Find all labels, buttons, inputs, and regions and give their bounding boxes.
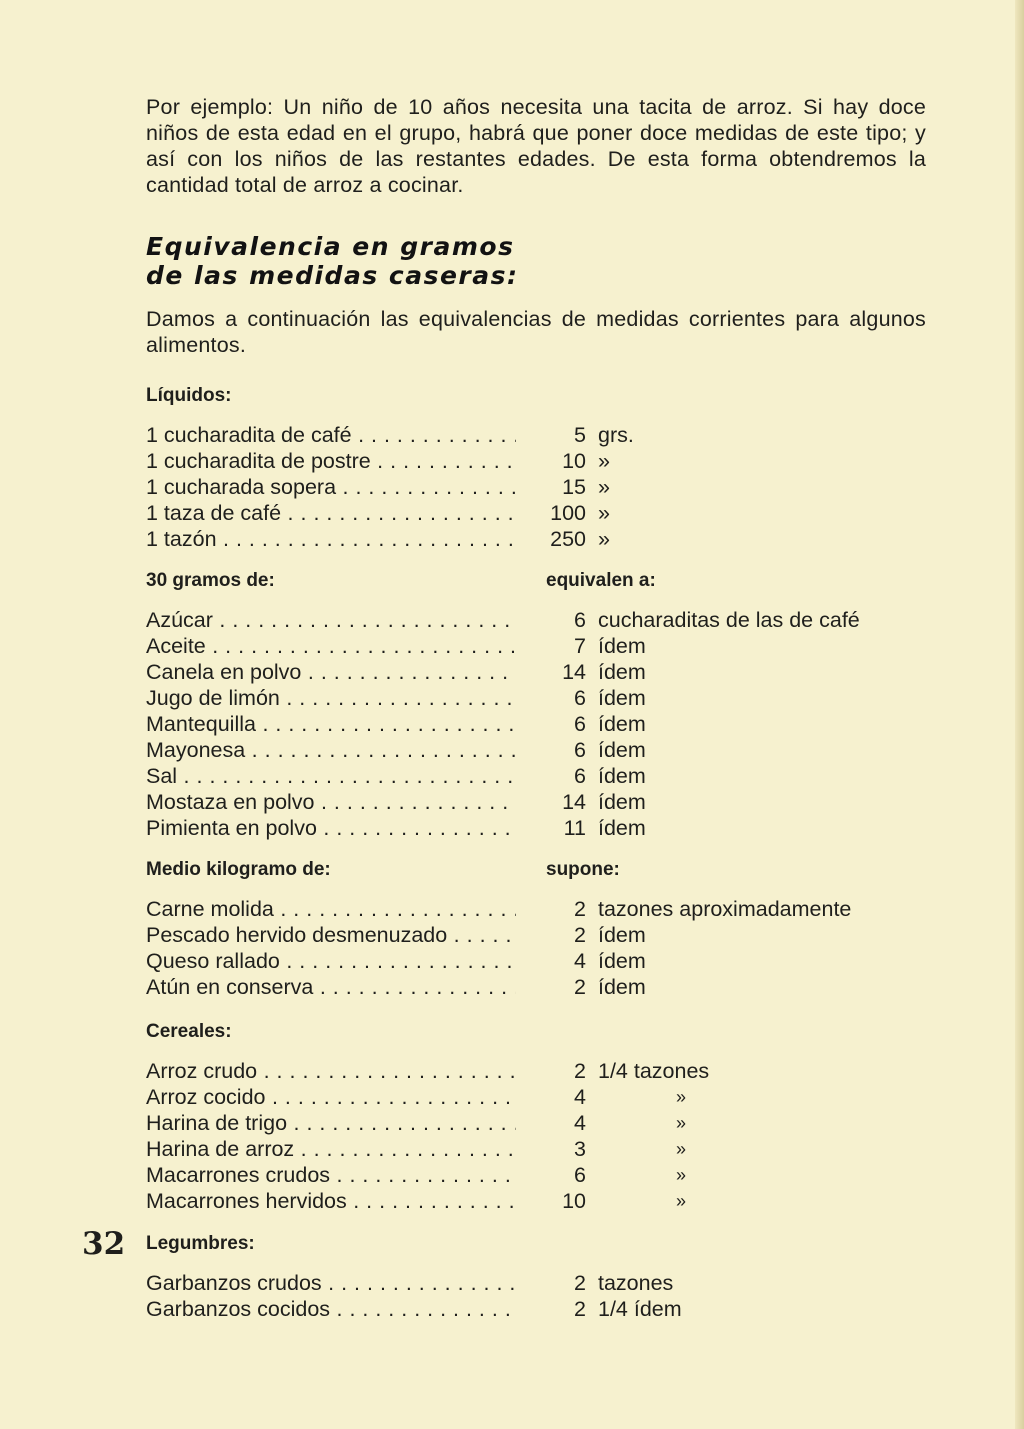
quantity: 5 [574, 423, 586, 447]
quantity: 2 [574, 975, 586, 999]
table-rows [146, 1270, 926, 1322]
unit-text: » [598, 475, 610, 499]
table-row [146, 1084, 926, 1110]
unit-text: » [598, 527, 610, 551]
table-section [146, 1018, 926, 1214]
table-row [146, 789, 926, 815]
table-row [146, 526, 926, 552]
table-rows [146, 1058, 926, 1214]
item-label: Pescado hervido desmenuzado . . . [146, 922, 516, 948]
table-row [146, 448, 926, 474]
table-row [146, 922, 926, 948]
item-label: Arroz crudo . . . [146, 1058, 516, 1084]
unit-text: » [598, 449, 610, 473]
unit-text: tazones aproximadamente [598, 897, 852, 921]
quantity: 250 [550, 527, 586, 551]
item-label: 1 cucharada sopera . . . [146, 474, 516, 500]
quantity: 6 [574, 686, 586, 710]
quantity: 10 [562, 1189, 586, 1213]
item-label: Mostaza en polvo . . . [146, 789, 516, 815]
table-row [146, 1058, 926, 1084]
quantity: 6 [574, 738, 586, 762]
quantity: 2 [574, 1297, 586, 1321]
item-label: Mantequilla . . . [146, 711, 516, 737]
quantity: 6 [574, 1163, 586, 1187]
item-label: Harina de arroz . . . [146, 1136, 516, 1162]
item-label: Jugo de limón . . . [146, 685, 516, 711]
quantity: 6 [574, 712, 586, 736]
item-label: Queso rallado . . . [146, 948, 516, 974]
table-rows [146, 896, 926, 1000]
unit-text: ídem [598, 790, 646, 814]
item-label: 1 taza de café . . . [146, 500, 516, 526]
item-label: 1 cucharadita de postre . . . [146, 448, 516, 474]
quantity: 14 [562, 660, 586, 684]
left-header: Legumbres: [146, 1233, 255, 1254]
intro-paragraph: Por ejemplo: Un niño de 10 años necesita una tacita de arroz. Si hay doce niños de esta edad en el grupo, habrá que poner doce medidas de este tipo; y así con los niños de las restantes edades. De esta forma obtendremos la cantidad total de arroz a cocinar. [146, 95, 926, 197]
item-label: Aceite . . . [146, 633, 516, 659]
section-header [146, 382, 926, 410]
table-row [146, 1136, 926, 1162]
item-label: Garbanzos cocidos . . . [146, 1296, 516, 1322]
unit-text: ídem [598, 712, 646, 736]
table-row [146, 607, 926, 633]
unit-text: 1/4 ídem [598, 1297, 682, 1321]
table-row [146, 763, 926, 789]
unit-text: ídem [598, 816, 646, 840]
quantity: 4 [574, 1085, 586, 1109]
item-label: Atún en conserva . . . [146, 974, 516, 1000]
unit-text: ídem [598, 738, 646, 762]
item-label: Garbanzos crudos . . . [146, 1270, 516, 1296]
unit-text: ídem [598, 660, 646, 684]
item-label: 1 tazón . . . [146, 526, 516, 552]
table-row [146, 815, 926, 841]
section-header [146, 856, 926, 884]
table-row [146, 711, 926, 737]
left-header: Cereales: [146, 1021, 232, 1042]
section-header [146, 1018, 926, 1046]
table-section [146, 382, 926, 552]
table-row [146, 1296, 926, 1322]
unit-text: ídem [598, 686, 646, 710]
unit-text: ídem [598, 923, 646, 947]
item-label: Sal . . . [146, 763, 516, 789]
item-label: Azúcar . . . [146, 607, 516, 633]
item-label: 1 cucharadita de café . . . [146, 422, 516, 448]
table-row [146, 948, 926, 974]
item-label: Macarrones hervidos . . . [146, 1188, 516, 1214]
item-label: Harina de trigo . . . [146, 1110, 516, 1136]
item-label: Carne molida . . . [146, 896, 516, 922]
quantity: 2 [574, 1059, 586, 1083]
quantity: 7 [574, 634, 586, 658]
quantity: 6 [574, 764, 586, 788]
equivalence-tables [146, 382, 926, 1322]
quantity: 4 [574, 1111, 586, 1135]
quantity: 2 [574, 923, 586, 947]
item-label: Mayonesa . . . [146, 737, 516, 763]
right-header: supone: [546, 859, 620, 880]
table-section [146, 1230, 926, 1322]
table-row [146, 1110, 926, 1136]
page-edge [1015, 0, 1024, 1429]
table-row [146, 896, 926, 922]
table-row [146, 737, 926, 763]
table-row [146, 633, 926, 659]
ditto-mark: » [676, 1087, 687, 1107]
unit-text: ídem [598, 634, 646, 658]
item-label: Arroz cocido . . . [146, 1084, 516, 1110]
ditto-mark: » [676, 1165, 687, 1185]
unit-text: tazones [598, 1271, 674, 1295]
ditto-mark: » [676, 1139, 687, 1159]
quantity: 14 [562, 790, 586, 814]
page-content [146, 94, 926, 1322]
left-header: Líquidos: [146, 385, 232, 406]
quantity: 10 [562, 449, 586, 473]
left-header: Medio kilogramo de: [146, 859, 331, 880]
item-label: Pimienta en polvo . . . [146, 815, 516, 841]
ditto-mark: » [676, 1191, 687, 1211]
page-number: 32 [82, 1226, 126, 1262]
section-heading [146, 232, 926, 290]
unit-text: » [598, 501, 610, 525]
table-section [146, 856, 926, 1000]
item-label: Macarrones crudos . . . [146, 1162, 516, 1188]
quantity: 11 [563, 816, 586, 840]
table-section [146, 567, 926, 841]
quantity: 100 [550, 501, 586, 525]
section-header [146, 567, 926, 595]
unit-text: ídem [598, 975, 646, 999]
unit-text: ídem [598, 949, 646, 973]
table-row [146, 685, 926, 711]
unit-text: ídem [598, 764, 646, 788]
table-row [146, 422, 926, 448]
quantity: 2 [574, 1271, 586, 1295]
unit-text: cucharaditas de las de café [598, 608, 860, 632]
description-paragraph: Damos a continuación las equivalencias de medidas corrientes para algunos alimentos. [146, 307, 926, 357]
quantity: 4 [574, 949, 586, 973]
heading-line-1: Equivalencia en gramos [146, 232, 515, 261]
right-header: equivalen a: [546, 570, 656, 591]
quantity: 6 [574, 608, 586, 632]
quantity: 3 [574, 1137, 586, 1161]
table-row [146, 1162, 926, 1188]
quantity: 15 [562, 475, 586, 499]
table-rows [146, 607, 926, 841]
quantity: 2 [574, 897, 586, 921]
unit-text: grs. [598, 423, 634, 447]
unit-text: 1/4 tazones [598, 1059, 710, 1083]
heading-line-2: de las medidas caseras: [146, 261, 519, 290]
table-row [146, 474, 926, 500]
left-header: 30 gramos de: [146, 570, 275, 591]
table-row [146, 659, 926, 685]
table-row [146, 1270, 926, 1296]
section-header [146, 1230, 926, 1258]
ditto-mark: » [676, 1113, 687, 1133]
table-rows [146, 422, 926, 552]
table-row [146, 974, 926, 1000]
item-label: Canela en polvo . . . [146, 659, 516, 685]
table-row [146, 1188, 926, 1214]
table-row [146, 500, 926, 526]
